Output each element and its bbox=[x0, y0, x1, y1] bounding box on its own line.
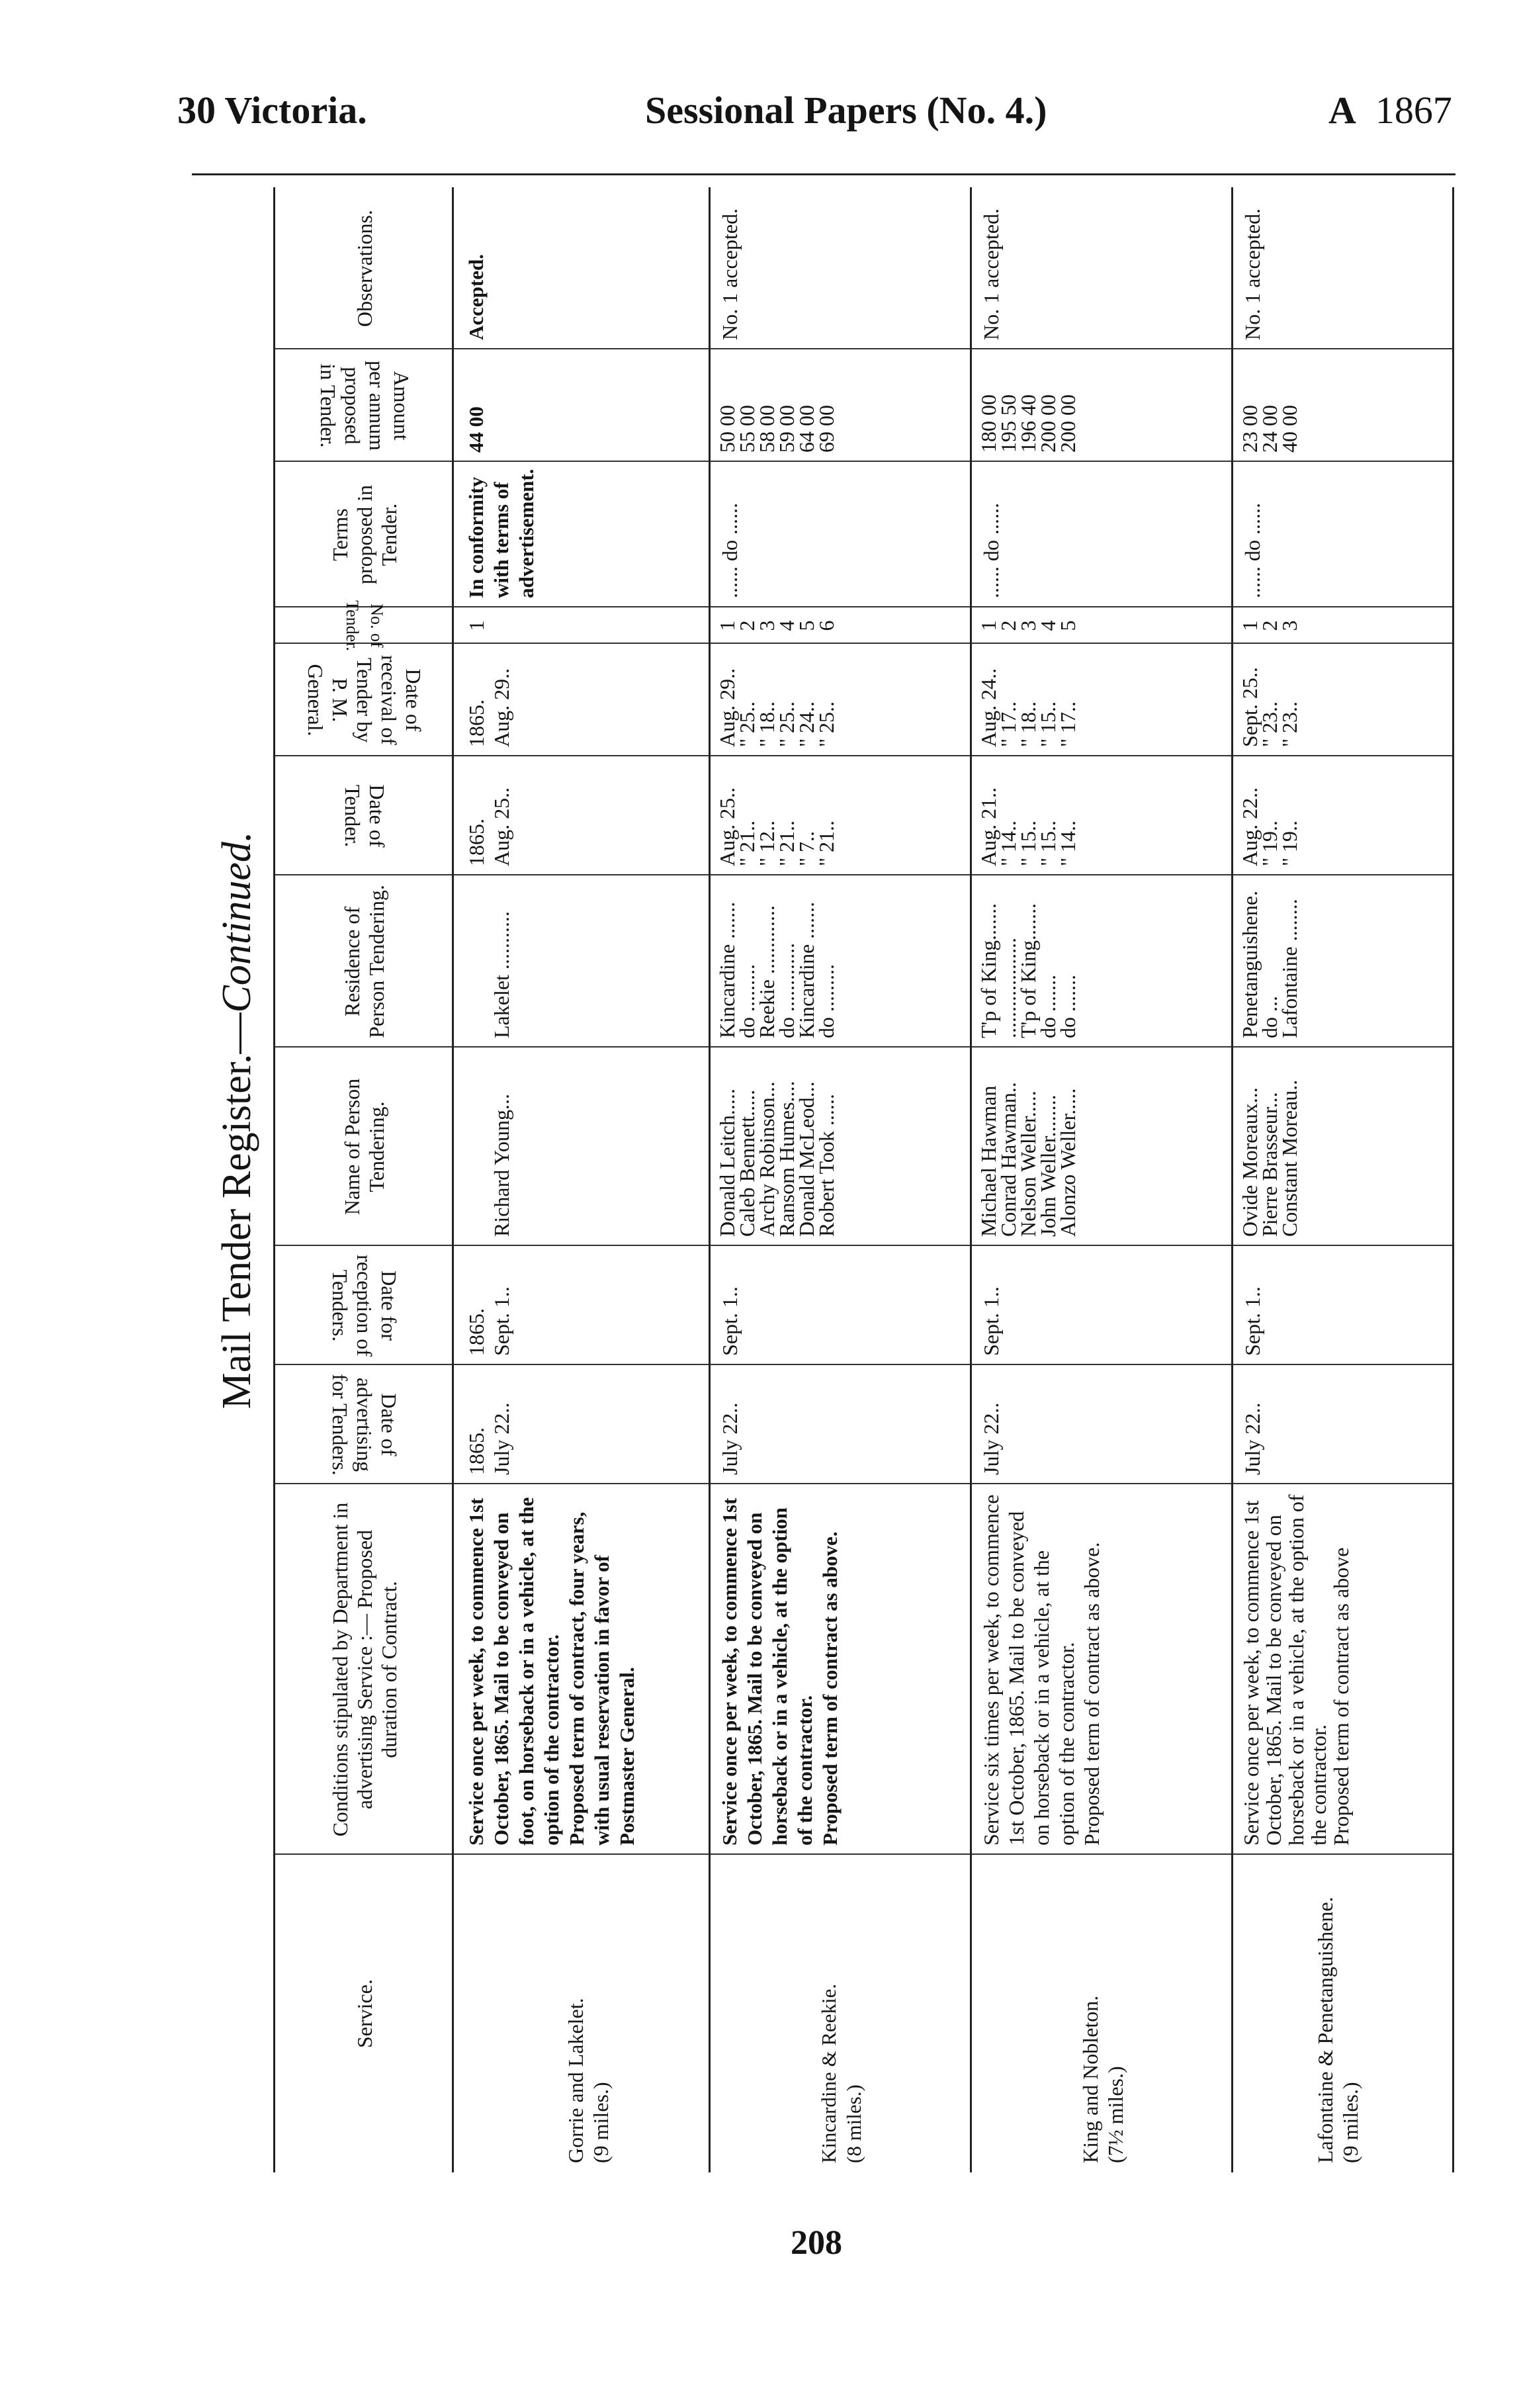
header-amount: Amount per annum proposed in Tender. bbox=[316, 361, 413, 451]
row-dates-tender: Aug. 22.. " 19.. " 19.. bbox=[1238, 787, 1301, 866]
row-observations: Accepted. bbox=[464, 254, 488, 340]
row-names: Richard Young... bbox=[490, 1093, 513, 1237]
row-amounts: 50 00 55 00 58 00 59 00 64 00 69 00 bbox=[715, 405, 838, 453]
header-observations: Observations. bbox=[352, 210, 376, 327]
row-terms: ...... do ...... bbox=[1240, 503, 1264, 598]
row-date-reception: 1865. Sept. 1.. bbox=[464, 1286, 513, 1356]
row-service: Kincardine & Reekie. (8 miles.) bbox=[817, 1983, 865, 2163]
running-head-right bbox=[1328, 91, 1452, 130]
running-head-title: Sessional Papers (No. 4.) bbox=[645, 89, 1047, 132]
register-grid bbox=[273, 187, 1454, 2172]
row-date-reception: Sept. 1.. bbox=[718, 1286, 742, 1356]
row-names: Michael Hawman Conrad Hawman.. Nelson Weller..... John Weller........ Alonzo Weller..... bbox=[976, 1082, 1080, 1237]
row-terms: ...... do ...... bbox=[718, 503, 742, 598]
row-observations: No. 1 accepted. bbox=[1240, 208, 1264, 340]
header-date-reception: Date for reception of Tenders. bbox=[328, 1255, 402, 1357]
row-service: Lafontaine & Penetanguishene. (9 miles.) bbox=[1313, 1896, 1362, 2163]
row-numbers: 1 2 3 bbox=[1238, 620, 1301, 631]
row-date-reception: Sept. 1.. bbox=[979, 1286, 1003, 1356]
table-row bbox=[457, 187, 705, 2172]
header-residence: Residence of Person Tendering. bbox=[340, 885, 388, 1038]
running-head-left: 30 Victoria. bbox=[177, 89, 367, 132]
row-numbers: 1 2 3 4 5 bbox=[976, 620, 1080, 631]
row-numbers: 1 2 3 4 5 6 bbox=[715, 620, 838, 631]
row-dates-received: 1865. Aug. 29.. bbox=[464, 668, 513, 747]
row-dates-tender: 1865. Aug. 25.. bbox=[464, 787, 513, 866]
running-head-letter: A bbox=[1328, 89, 1356, 132]
row-date-advertising: July 22.. bbox=[1240, 1402, 1264, 1475]
row-residences: Lakelet ........... bbox=[490, 911, 513, 1038]
page-number: 208 bbox=[791, 2224, 842, 2262]
row-date-reception: Sept. 1.. bbox=[1240, 1286, 1264, 1356]
table-row bbox=[970, 187, 1228, 2172]
column-header-row bbox=[275, 187, 454, 2172]
row-service: King and Nobleton. (7½ miles.) bbox=[1078, 1995, 1127, 2163]
row-terms: In conformity with terms of advertisement. bbox=[464, 468, 538, 598]
table-title-main: Mail Tender Register.— bbox=[214, 1012, 259, 1409]
row-numbers: 1 bbox=[464, 620, 488, 631]
row-amounts: 44 00 bbox=[464, 406, 488, 453]
header-terms: Terms proposed in Tender. bbox=[327, 484, 401, 585]
row-conditions: Service once per week, to commence 1st October, 1865. Mail to be conveyed on foot, on horseback or in a vehicle, at the option of the contractor. Proposed term of contract, four years, with usual reservation in favor of Postmaster General. bbox=[464, 1497, 638, 1846]
row-dates-received: Sept. 25.. " 23.. " 23.. bbox=[1238, 667, 1301, 747]
row-dates-tender: Aug. 21.. " 14.. " 15.. " 15.. " 14.. bbox=[976, 787, 1080, 866]
row-service: Gorrie and Lakelet. (9 miles.) bbox=[564, 1998, 613, 2163]
row-residences: T'p of King....... ................... T'p of King....... do ....... do ....... bbox=[976, 903, 1080, 1038]
table-title-continued: Continued. bbox=[214, 831, 259, 1013]
row-dates-tender: Aug. 25.. " 21.. " 12.. " 21.. " 7.. " 21.. bbox=[715, 787, 838, 866]
table-row bbox=[709, 187, 967, 2172]
row-names: Donald Leitch..... Caleb Bennett..... Archy Robinson... Ransom Humes.... Donald McLeod... Robert Took ...... bbox=[715, 1081, 838, 1237]
row-dates-received: Aug. 24.. " 17.. " 18.. " 15.. " 17.. bbox=[976, 668, 1080, 747]
header-date-tender: Date of Tender. bbox=[341, 784, 389, 848]
header-conditions: Conditions stipulated by Department in advertising Service :— Proposed duration of Contract. bbox=[327, 1502, 401, 1837]
row-terms: ...... do ...... bbox=[979, 503, 1003, 598]
header-date-advertising: Date of advertising for Tenders. bbox=[328, 1374, 402, 1476]
row-amounts: 23 00 24 00 40 00 bbox=[1238, 405, 1301, 453]
row-conditions: Service once per week, to commence 1st October, 1865. Mail to be conveyed on horseback or in a vehicle, at the option of the contractor. Proposed term of contract as above bbox=[1239, 1494, 1353, 1846]
mail-tender-register bbox=[210, 187, 1454, 2172]
row-observations: No. 1 accepted. bbox=[979, 208, 1003, 340]
row-residences: Kincardine ....... do ......... Reekie ............. do ............. Kincardine ....... do ......... bbox=[715, 901, 838, 1038]
row-date-advertising: July 22.. bbox=[718, 1402, 742, 1475]
row-conditions: Service six times per week, to commence 1st October, 1865. Mail to be conveyed on horseback or in a vehicle, at the option of the contractor. Proposed term of contract as above. bbox=[979, 1494, 1104, 1846]
header-name: Name of Person Tendering. bbox=[340, 1078, 388, 1216]
row-residences: Penetanguishene. do ... Lafontaine ........ bbox=[1238, 890, 1301, 1038]
row-observations: No. 1 accepted. bbox=[718, 208, 742, 340]
header-date-received: Date of receival of Tender by P. M. General. bbox=[304, 655, 426, 745]
header-service: Service. bbox=[352, 1979, 376, 2048]
header-rule bbox=[192, 173, 1455, 175]
row-date-advertising: 1865. July 22.. bbox=[464, 1402, 513, 1475]
table-row bbox=[1231, 187, 1453, 2172]
table-title bbox=[210, 558, 263, 1683]
running-head-year: 1867 bbox=[1375, 89, 1452, 132]
row-conditions: Service once per week, to commence 1st October, 1865. Mail to be conveyed on horseback or in a vehicle, at the option of the contractor. Proposed term of contract as above. bbox=[718, 1497, 842, 1846]
header-no-tender: No. of Tender. bbox=[343, 600, 386, 651]
row-amounts: 180 00 195 50 196 40 200 00 200 00 bbox=[976, 394, 1080, 453]
row-dates-received: Aug. 29.. " 25.. " 18.. " 25.. " 24.. " 25.. bbox=[715, 668, 838, 747]
row-names: Ovide Moreaux... Pierre Brasseur... Constant Moreau.. bbox=[1238, 1079, 1301, 1237]
row-date-advertising: July 22.. bbox=[979, 1402, 1003, 1475]
